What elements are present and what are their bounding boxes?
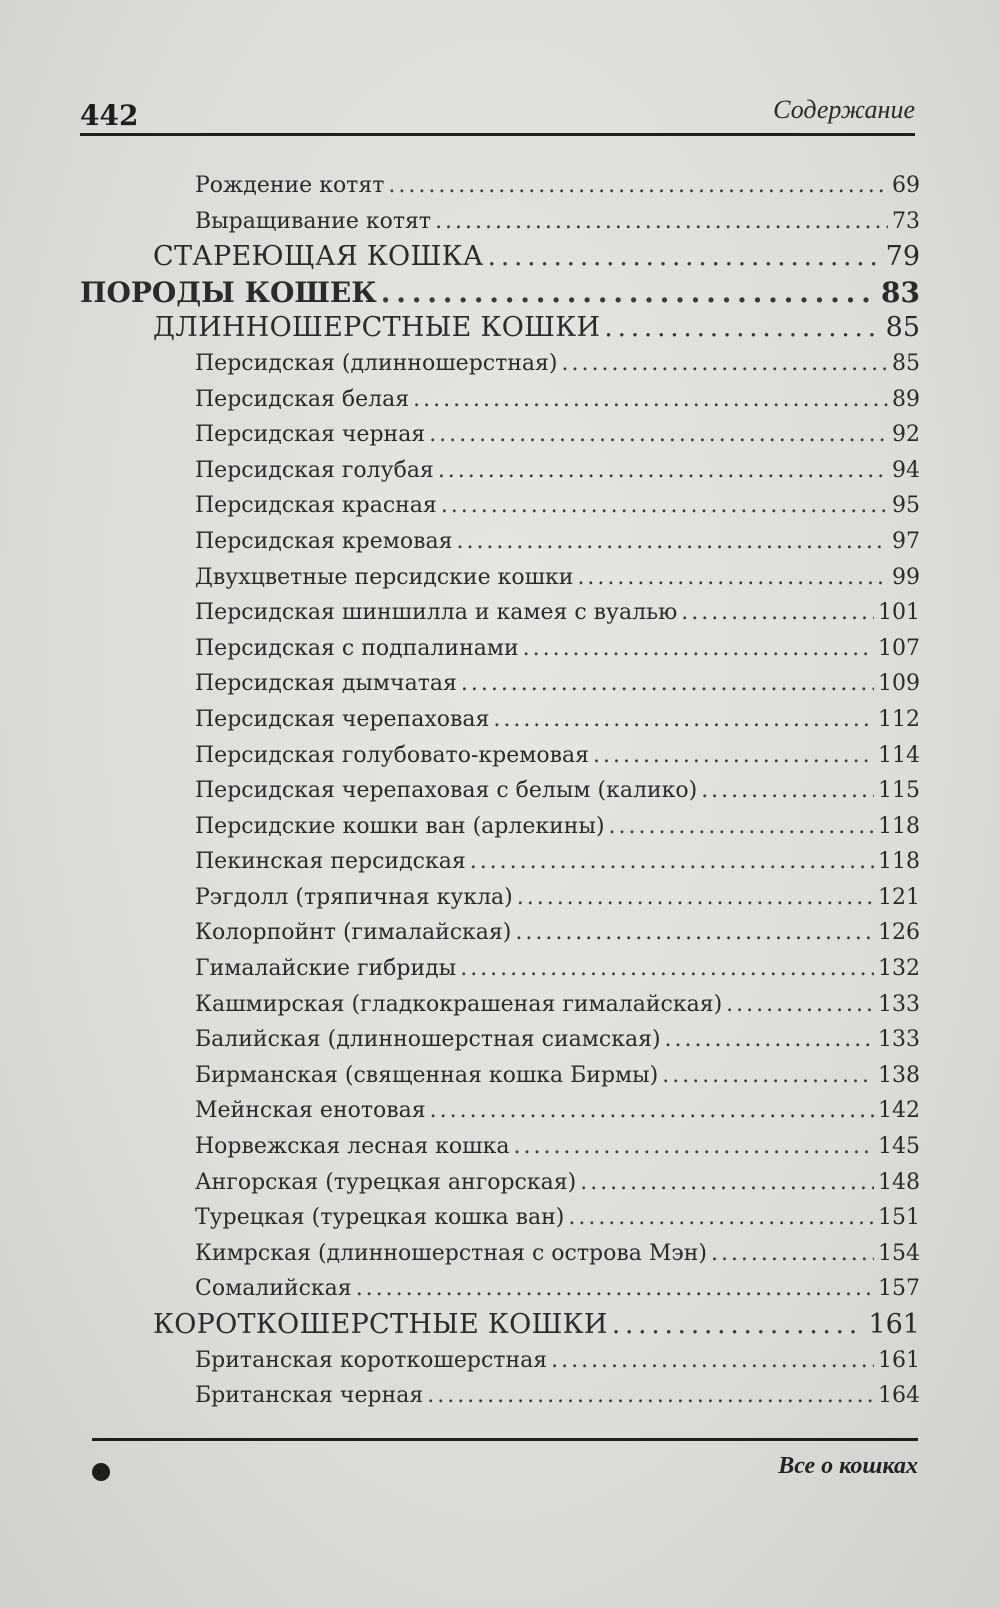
dot-leader (523, 631, 874, 667)
dot-leader (577, 560, 888, 596)
toc-entry-page: 83 (881, 275, 920, 309)
toc-entry (80, 417, 920, 453)
dot-leader (514, 1129, 875, 1165)
dot-leader (438, 453, 888, 489)
toc-entry-page: 99 (892, 564, 920, 590)
toc-entry-title: Персидская черепаховая (195, 706, 490, 732)
toc-entry-title: Сомалийская (195, 1276, 352, 1302)
toc-entry (80, 915, 920, 951)
toc-entry (80, 382, 920, 418)
toc-entry (80, 809, 920, 845)
toc-entry-page: 73 (892, 208, 920, 234)
dot-leader (429, 417, 888, 453)
dot-leader (662, 1058, 874, 1094)
toc-entry (80, 951, 920, 987)
toc-entry-title: КОРОТКОШЕРСТНЫЕ КОШКИ (153, 1309, 608, 1340)
toc-entry (80, 1378, 920, 1414)
toc-entry-page: 132 (878, 956, 920, 982)
toc-entry (80, 738, 920, 774)
toc-entry-title: Кимрская (длинношерстная с острова Мэн) (195, 1240, 707, 1266)
book-title: Все о кошках (778, 1453, 918, 1479)
toc-entry-page: 148 (878, 1169, 920, 1195)
toc-entry-page: 126 (878, 920, 920, 946)
toc-entry-title: Рэгдолл (тряпичная кукла) (195, 884, 513, 910)
dot-leader (488, 239, 882, 275)
dot-leader (493, 702, 874, 738)
toc-entry-page: 115 (878, 778, 920, 804)
toc-entry-page: 121 (878, 884, 920, 910)
toc-entry-title: ПОРОДЫ КОШЕК (80, 275, 377, 309)
toc-entry-page: 161 (878, 1347, 920, 1373)
toc-entry-title: Балийская (длинношерстная сиамская) (195, 1027, 661, 1053)
toc-entry-title: Мейнская енотовая (195, 1098, 426, 1124)
dot-leader (726, 987, 874, 1023)
toc-entry (80, 631, 920, 667)
toc-entry-page: 161 (868, 1309, 920, 1340)
toc-entry (80, 1307, 920, 1343)
toc-entry-title: Персидская черепаховая с белым (калико) (195, 778, 698, 804)
toc-entry-title: Персидская с подпалинами (195, 635, 519, 661)
dot-leader (356, 1271, 874, 1307)
toc-entry-page: 114 (878, 742, 920, 768)
dot-leader (562, 346, 888, 382)
toc-entry-page: 154 (878, 1240, 920, 1266)
toc-entry-page: 145 (878, 1134, 920, 1160)
toc-entry (80, 844, 920, 880)
dot-leader (427, 1378, 874, 1414)
toc-entry-page: 118 (878, 813, 920, 839)
toc-entry-title: Пекинская персидская (195, 849, 466, 875)
toc-entry (80, 1165, 920, 1201)
toc-entry-title: Персидские кошки ван (арлекины) (195, 813, 605, 839)
page-footer (92, 1438, 918, 1481)
toc-entry-page: 133 (878, 1027, 920, 1053)
toc-entry-page: 118 (878, 849, 920, 875)
dot-leader (430, 1093, 874, 1129)
toc-entry-title: Персидская шиншилла и камея с вуалью (195, 600, 678, 626)
toc-entry-title: Британская короткошерстная (195, 1347, 548, 1373)
toc-entry (80, 773, 920, 809)
toc-entry-page: 94 (892, 457, 920, 483)
toc-entry (80, 239, 920, 275)
toc-entry-page: 85 (885, 312, 920, 344)
running-title: Содержание (773, 95, 915, 124)
toc-entry-page: 89 (892, 386, 920, 412)
toc-entry-title: Колорпойнт (гималайская) (195, 920, 512, 946)
dot-leader (593, 738, 874, 774)
toc-entry-page: 97 (892, 528, 920, 554)
dot-leader (515, 915, 874, 951)
toc-entry (80, 1129, 920, 1165)
toc-entry-title: Персидская кремовая (195, 528, 453, 554)
toc-entry-page: 138 (878, 1062, 920, 1088)
toc-entry (80, 488, 920, 524)
toc-entry-page: 79 (885, 241, 920, 273)
toc-entry-title: Двухцветные персидские кошки (195, 564, 574, 590)
dot-leader (441, 488, 888, 524)
toc-entry-title: Персидская черная (195, 422, 426, 448)
page-number: 442 (80, 99, 139, 132)
toc-entry-title: Выращивание котят (195, 208, 432, 234)
toc-entry-title: Персидская (длинношерстная) (195, 350, 558, 376)
toc-entry (80, 595, 920, 631)
toc-entry-title: Персидская белая (195, 386, 410, 412)
toc-entry-page: 101 (878, 600, 920, 626)
toc-entry-title: Британская черная (195, 1383, 424, 1409)
dot-leader (609, 809, 874, 845)
toc-entry-page: 107 (878, 635, 920, 661)
toc-entry (80, 310, 920, 346)
dot-leader (711, 1236, 874, 1272)
toc-entry (80, 524, 920, 560)
toc-entry-title: Персидская красная (195, 493, 437, 519)
dot-leader (665, 1022, 874, 1058)
dot-leader (470, 844, 874, 880)
toc-entry (80, 275, 920, 311)
toc-entry-title: Бирманская (священная кошка Бирмы) (195, 1062, 659, 1088)
dot-leader (551, 1343, 874, 1379)
toc-entry (80, 1093, 920, 1129)
bullet-dot (92, 1463, 110, 1481)
toc-entry (80, 1271, 920, 1307)
toc-entry (80, 168, 920, 204)
toc-entry (80, 1236, 920, 1272)
toc-entry (80, 987, 920, 1023)
toc-entry (80, 204, 920, 240)
toc-entry-title: Персидская голубовато-кремовая (195, 742, 590, 768)
toc-entry-page: 142 (878, 1098, 920, 1124)
toc-entry (80, 702, 920, 738)
toc-entry-page: 109 (878, 671, 920, 697)
dot-leader (580, 1165, 874, 1201)
toc-entry-page: 69 (892, 173, 920, 198)
toc-entry-page: 85 (892, 350, 920, 376)
toc-entry-page: 164 (878, 1383, 920, 1409)
dot-leader (460, 951, 874, 987)
dot-leader (604, 310, 881, 346)
toc-entry-title: Гималайские гибриды (195, 956, 457, 982)
toc-entry-title: Персидская голубая (195, 457, 434, 483)
toc-entry-title: Турецкая (турецкая кошка ван) (195, 1205, 565, 1231)
toc-entry (80, 666, 920, 702)
toc-entry-title: Рождение котят (195, 173, 385, 198)
toc-entry (80, 560, 920, 596)
toc-entry-title: СТАРЕЮЩАЯ КОШКА (153, 241, 484, 273)
dot-leader (413, 382, 888, 418)
toc-entry-page: 133 (878, 991, 920, 1017)
dot-leader (612, 1307, 865, 1343)
toc-entry-title: Кашмирская (гладкокрашеная гималайская) (195, 991, 723, 1017)
dot-leader (681, 595, 874, 631)
dot-leader (381, 275, 877, 311)
toc-entry-page: 157 (878, 1276, 920, 1302)
toc-entry-page: 151 (878, 1205, 920, 1231)
dot-leader (435, 204, 888, 240)
toc-entry (80, 453, 920, 489)
toc-entry (80, 880, 920, 916)
toc-entry (80, 1343, 920, 1379)
dot-leader (461, 666, 874, 702)
toc-entry-page: 95 (892, 493, 920, 519)
toc-entry-title: Ангорская (турецкая ангорская) (195, 1169, 577, 1195)
toc-entry-title: Норвежская лесная кошка (195, 1134, 510, 1160)
toc-entry-title: ДЛИННОШЕРСТНЫЕ КОШКИ (153, 312, 601, 344)
toc-entry (80, 346, 920, 382)
toc-entry-page: 92 (892, 422, 920, 448)
toc-entry-page: 112 (878, 706, 920, 732)
toc-entry (80, 1200, 920, 1236)
dot-leader (388, 168, 888, 204)
dot-leader (701, 773, 874, 809)
page-header (80, 95, 915, 136)
dot-leader (456, 524, 888, 560)
dot-leader (568, 1200, 874, 1236)
toc-entry-title: Персидская дымчатая (195, 671, 457, 697)
toc-entry (80, 1022, 920, 1058)
toc-entry (80, 1058, 920, 1094)
table-of-contents (80, 168, 920, 1414)
dot-leader (517, 880, 874, 916)
